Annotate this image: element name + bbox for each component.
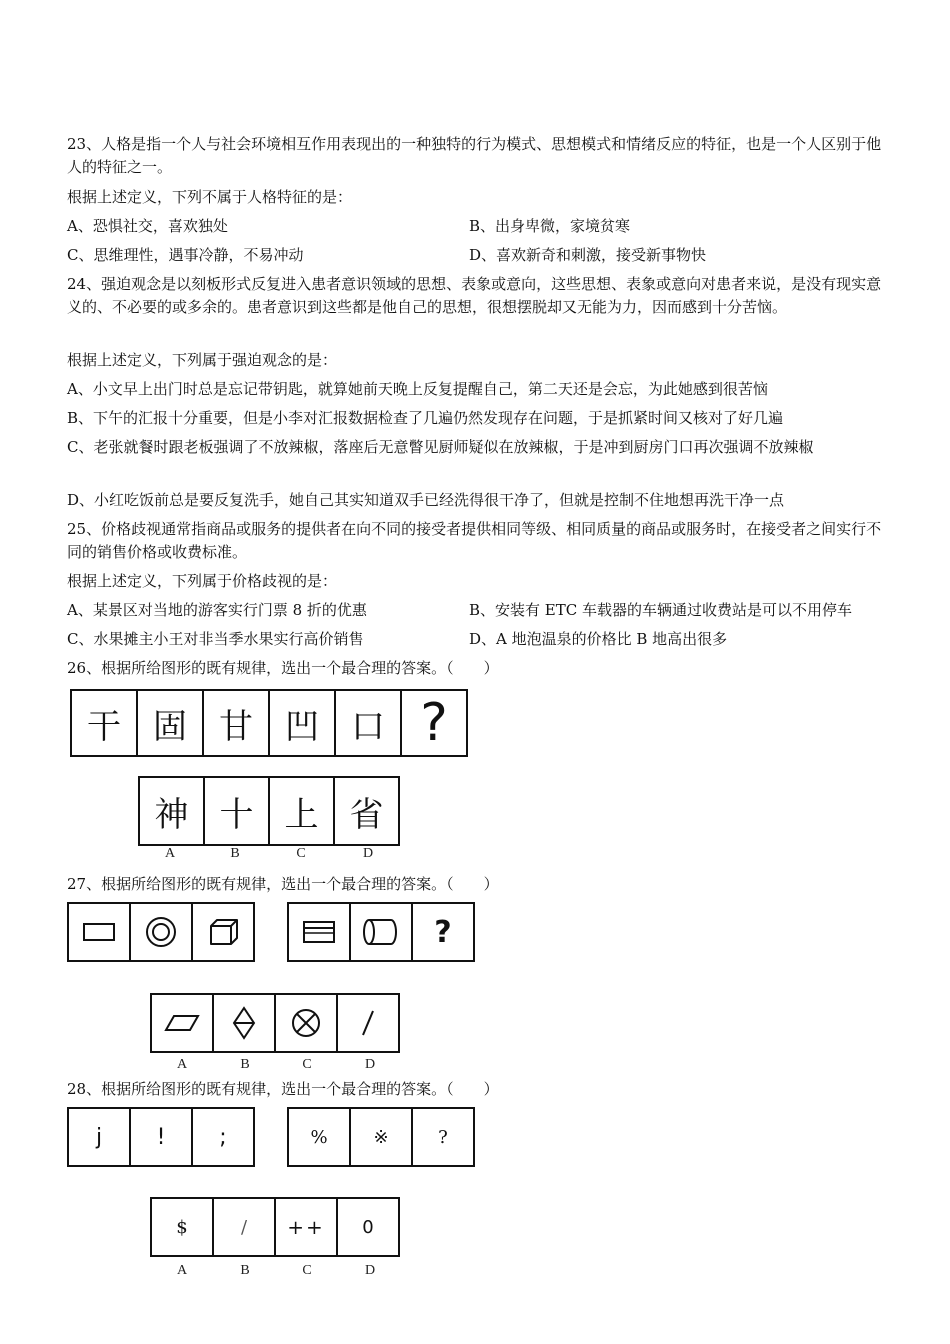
cube-figure — [191, 902, 255, 962]
q27-label-b: B — [240, 1057, 250, 1072]
cylinder-figure — [349, 902, 413, 962]
q24-option-a: A、小文早上出门时总是忘记带钥匙，就算她前天晚上反复提醒自己，第二天还是会忘，为此她感到很苦恼 — [67, 380, 768, 398]
q26-option-d-cell[interactable]: 省 — [333, 776, 400, 846]
q28-seq-cell: j — [67, 1107, 131, 1167]
q23-option-a: A、恐惧社交，喜欢独处 — [67, 217, 228, 235]
q27-label-d: D — [364, 1057, 376, 1072]
q25-option-d: D、A 地泡温泉的价格比 B 地高出很多 — [469, 630, 728, 648]
q28-seq-cell: ! — [129, 1107, 193, 1167]
q28-sequence-right — [287, 1107, 475, 1167]
q28-label-d: D — [364, 1263, 376, 1278]
q26-seq-cell: 干 — [70, 689, 138, 757]
q25-option-b: B、安装有 ETC 车载器的车辆通过收费站是可以不用停车 — [469, 601, 852, 619]
q26-seq-cell: 凹 — [268, 689, 336, 757]
q26-label-c: C — [296, 846, 306, 861]
q26-seq-cell: 甘 — [202, 689, 270, 757]
q26-option-a-cell[interactable]: 神 — [138, 776, 205, 846]
q28-option-c-cell[interactable]: ++ — [274, 1197, 338, 1257]
q26-option-c-cell[interactable]: 上 — [268, 776, 335, 846]
q27-option-b-cell[interactable] — [212, 993, 276, 1053]
q26-stem: 26、根据所给图形的既有规律，选出一个最合理的答案。（ ） — [67, 659, 499, 677]
q25-ask: 根据上述定义，下列属于价格歧视的是： — [67, 572, 338, 590]
q26-label-a: A — [164, 846, 176, 861]
q28-label-a: A — [176, 1263, 188, 1278]
q27-option-d-cell[interactable] — [336, 993, 400, 1053]
q26-seq-cell: 口 — [334, 689, 402, 757]
q28-option-b-cell[interactable]: / — [212, 1197, 276, 1257]
q24-option-c: C、老张就餐时跟老板强调了不放辣椒，落座后无意瞥见厨师疑似在放辣椒，于是冲到厨房门口再次强调不放辣椒 — [67, 438, 814, 456]
q28-seq-cell: ※ — [349, 1107, 413, 1167]
q27-option-a-cell[interactable] — [150, 993, 214, 1053]
q27-label-c: C — [302, 1057, 312, 1072]
q28-label-c: C — [302, 1263, 312, 1278]
q24-option-d: D、小红吃饭前总是要反复洗手，她自己其实知道双手已经洗得很干净了，但就是控制不住地想再洗干净一点 — [67, 491, 785, 509]
striped-rectangle-figure — [287, 902, 351, 962]
q25-option-c: C、水果摊主小王对非当季水果实行高价销售 — [67, 630, 364, 648]
q28-option-a-cell[interactable]: $ — [150, 1197, 214, 1257]
q24-ask: 根据上述定义，下列属于强迫观念的是： — [67, 351, 338, 369]
q24-stem: 24、强迫观念是以刻板形式反复进入患者意识领域的思想、表象或意向，这些思想、表象或意向对患者来说，是没有现实意义的、不必要的或多余的。患者意识到这些都是他自己的思想，很想摆脱却又无能为力，因而感到十分苦恼。 — [67, 275, 882, 316]
q28-label-b: B — [240, 1263, 250, 1278]
q26-question-mark: ? — [400, 689, 468, 757]
q26-label-d: D — [362, 846, 374, 861]
q27-sequence-left — [67, 902, 255, 962]
q25-stem: 25、价格歧视通常指商品或服务的提供者在向不同的接受者提供相同等级、相同质量的商品或服务时，在接受者之间实行不同的销售价格或收费标准。 — [67, 520, 882, 561]
q24-option-b: B、下午的汇报十分重要，但是小李对汇报数据检查了几遍仍然发现存在问题，于是抓紧时间又核对了好几遍 — [67, 409, 784, 427]
q28-stem: 28、根据所给图形的既有规律，选出一个最合理的答案。（ ） — [67, 1080, 499, 1098]
q27-option-c-cell[interactable] — [274, 993, 338, 1053]
rectangle-figure — [67, 902, 131, 962]
q28-option-d-cell[interactable]: 0 — [336, 1197, 400, 1257]
q26-label-b: B — [230, 846, 240, 861]
q25-option-a: A、某景区对当地的游客实行门票 8 折的优惠 — [67, 601, 367, 619]
q26-options — [138, 776, 400, 846]
q28-options — [150, 1197, 400, 1257]
q27-options — [150, 993, 400, 1053]
q26-option-b-cell[interactable]: 十 — [203, 776, 270, 846]
q23-option-c: C、思维理性，遇事冷静，不易冲动 — [67, 246, 304, 264]
q26-sequence — [70, 689, 468, 757]
q27-stem: 27、根据所给图形的既有规律，选出一个最合理的答案。（ ） — [67, 875, 499, 893]
q23-stem: 23、人格是指一个人与社会环境相互作用表现出的一种独特的行为模式、思想模式和情绪反应的特征，也是一个人区别于他人的特征之一。 — [67, 135, 882, 176]
q27-sequence-right — [287, 902, 475, 962]
q28-sequence-left — [67, 1107, 255, 1167]
q27-label-a: A — [176, 1057, 188, 1072]
q28-seq-cell: % — [287, 1107, 351, 1167]
q23-ask: 根据上述定义，下列不属于人格特征的是： — [67, 188, 353, 206]
q23-option-d: D、喜欢新奇和刺激，接受新事物快 — [469, 246, 707, 264]
q26-seq-cell: 固 — [136, 689, 204, 757]
q28-seq-cell: ; — [191, 1107, 255, 1167]
q23-option-b: B、出身卑微，家境贫寒 — [469, 217, 631, 235]
concentric-circles-figure — [129, 902, 193, 962]
q27-question-mark: ? — [411, 902, 475, 962]
q28-question-mark: ? — [411, 1107, 475, 1167]
